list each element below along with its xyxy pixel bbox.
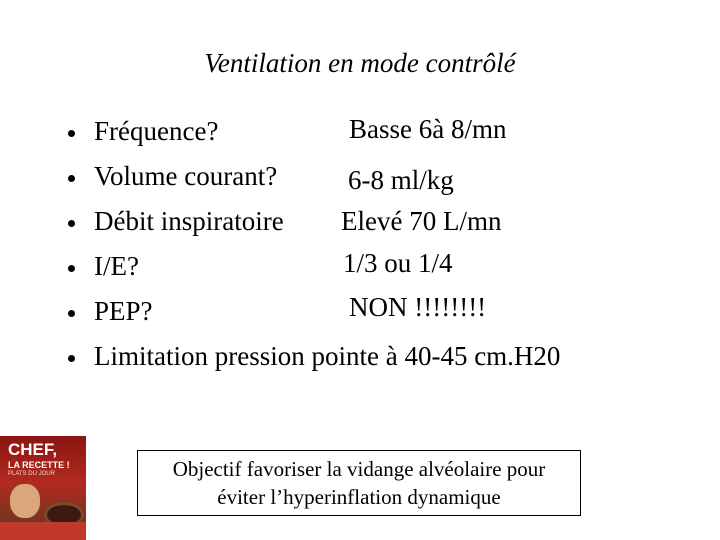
- value-volume: 6-8 ml/kg: [348, 165, 454, 195]
- book-cover-logo: [0, 436, 86, 540]
- note-line-1: Objectif favoriser la vidange alvéolaire pour: [172, 457, 546, 481]
- objective-note-box: [137, 450, 581, 516]
- value-frequence: Basse 6à 8/mn: [349, 114, 507, 144]
- logo-subtext: PLATS DU JOUR: [8, 471, 55, 477]
- slide-title: Ventilation en mode contrôlé: [204, 48, 516, 78]
- value-pep: NON !!!!!!!!: [349, 292, 487, 322]
- logo-brand: CHEF,: [8, 440, 58, 459]
- bullet-dot-icon: [68, 130, 75, 137]
- bullet-dot-icon: [68, 175, 75, 182]
- logo-footer-band: [0, 522, 86, 540]
- bullet-dot-icon: [68, 220, 75, 227]
- logo-tagline: LA RECETTE !: [8, 460, 70, 470]
- bullet-label: I/E?: [94, 251, 139, 281]
- bullet-dot-icon: [68, 265, 75, 272]
- value-debit: Elevé 70 L/mn: [341, 206, 502, 236]
- value-ie: 1/3 ou 1/4: [343, 248, 453, 278]
- bullet-label: Volume courant?: [94, 161, 278, 191]
- bullet-dot-icon: [68, 355, 75, 362]
- bullet-label: Débit inspiratoire: [94, 206, 284, 236]
- chef-face-image: [10, 484, 40, 518]
- bullet-label: Fréquence?: [94, 116, 219, 146]
- bullet-dot-icon: [68, 310, 75, 317]
- bullet-label: Limitation pression pointe à 40-45 cm.H20: [94, 341, 561, 371]
- bullet-label: PEP?: [94, 296, 153, 326]
- note-line-2: éviter l’hyperinflation dynamique: [217, 485, 501, 509]
